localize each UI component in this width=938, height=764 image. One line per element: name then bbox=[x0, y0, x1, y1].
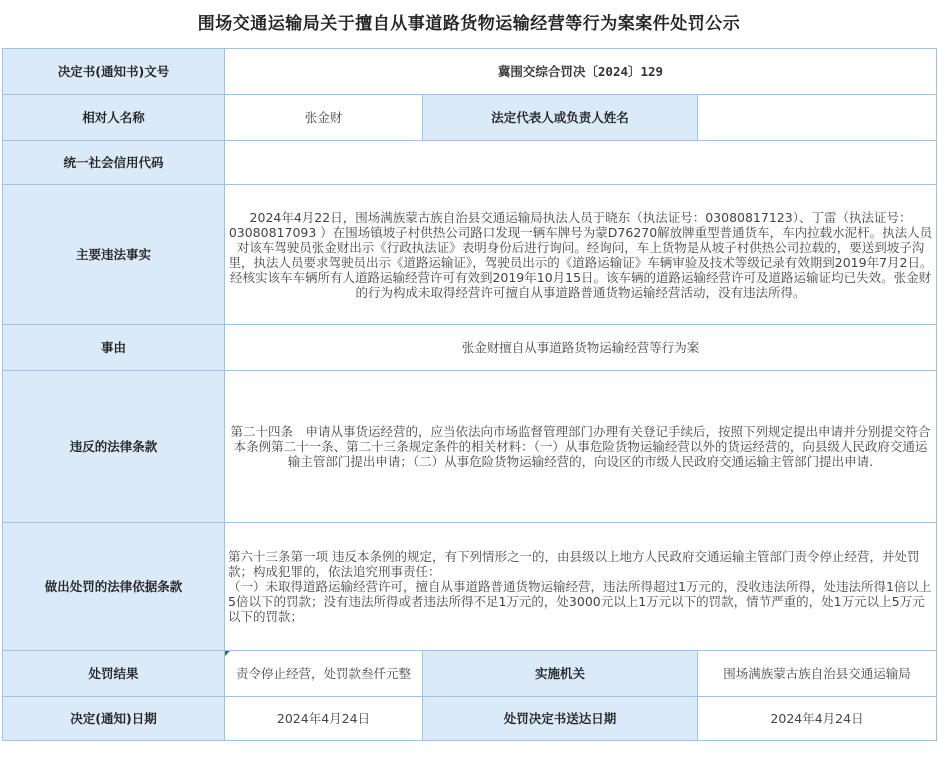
penalty-basis-value bbox=[225, 523, 937, 651]
table-row bbox=[3, 141, 937, 185]
table-row bbox=[3, 325, 937, 371]
penalty-notice-table bbox=[2, 48, 937, 741]
credit-code-label: 统一社会信用代码 bbox=[3, 141, 225, 185]
cell-marker-icon bbox=[225, 651, 230, 656]
cause-value: 张金财擅自从事道路货物运输经营等行为案 bbox=[225, 325, 937, 371]
result-label: 处罚结果 bbox=[3, 651, 225, 697]
cause-label: 事由 bbox=[3, 325, 225, 371]
party-name-value: 张金财 bbox=[225, 95, 423, 141]
table-row bbox=[3, 95, 937, 141]
table-row bbox=[3, 49, 937, 95]
authority-label: 实施机关 bbox=[423, 651, 698, 697]
decision-no-value: 冀围交综合罚决〔2024〕129 bbox=[225, 49, 937, 95]
violated-law-value: 第二十四条 申请从事货运经营的，应当依法向市场监督管理部门办理有关登记手续后，按照下列规定提出申请并分别提交符合本条例第二十一条、第二十三条规定条件的相关材料：（一）从事危险货物运输经营以外的货运经营的，向县级人民政府交通运输主管部门提出申请；（二）从事危险货物运输经营的，向设区的市级人民政府交通运输主管部门提出申请. bbox=[225, 371, 937, 523]
decision-date-label: 决定(通知)日期 bbox=[3, 697, 225, 741]
facts-label: 主要违法事实 bbox=[3, 185, 225, 325]
table-row bbox=[3, 371, 937, 523]
table-row bbox=[3, 523, 937, 651]
penalty-basis-label: 做出处罚的法律依据条款 bbox=[3, 523, 225, 651]
delivery-date-value: 2024年4月24日 bbox=[698, 697, 937, 741]
credit-code-value bbox=[225, 141, 937, 185]
decision-no-label: 决定书(通知书)文号 bbox=[3, 49, 225, 95]
legal-rep-label: 法定代表人或负责人姓名 bbox=[423, 95, 698, 141]
authority-value: 围场满族蒙古族自治县交通运输局 bbox=[698, 651, 937, 697]
result-value bbox=[225, 651, 423, 697]
delivery-date-label: 处罚决定书送达日期 bbox=[423, 697, 698, 741]
penalty-basis-line: （一）未取得道路运输经营许可，擅自从事道路普通货物运输经营，违法所得超过1万元的，没收违法所得，处违法所得1倍以上5倍以下的罚款；没有违法所得或者违法所得不足1万元的，处3000元以上1万元以下的罚款，情节严重的，处1万元以上5万元以下的罚款； bbox=[228, 579, 932, 624]
result-text: 责令停止经营，处罚款叁仟元整 bbox=[235, 666, 411, 681]
table-row bbox=[3, 651, 937, 697]
violated-law-label: 违反的法律条款 bbox=[3, 371, 225, 523]
table-row bbox=[3, 185, 937, 325]
legal-rep-value bbox=[698, 95, 937, 141]
table-row bbox=[3, 697, 937, 741]
facts-value: 2024年4月22日，围场满族蒙古族自治县交通运输局执法人员于晓东（执法证号：03080817123）、丁雷（执法证号：03080817093 ）在围场镇坡子村供热公司路口发现一辆车牌号为蒙D76270解放牌重型普通货车，车内拉载水泥杆。执法人员对该车驾驶员张金财出示《行政执法证》表明身份后进行询问。经询问，车上货物是从坡子村供热公司拉载的，要送到坡子沟里，执法人员要求驾驶员出示《道路运输证》，驾驶员出示的《道路运输证》车辆审验及技术等级记录有效期到2019年7月2日。经核实该车车辆所有人道路运输经营许可有效到2019年10月15日。该车辆的道路运输经营许可及道路运输证均已失效。张金财的行为构成未取得经营许可擅自从事道路普通货物运输经营活动，没有违法所得。 bbox=[225, 185, 937, 325]
decision-date-value: 2024年4月24日 bbox=[225, 697, 423, 741]
party-name-label: 相对人名称 bbox=[3, 95, 225, 141]
page-title: 围场交通运输局关于擅自从事道路货物运输经营等行为案案件处罚公示 bbox=[197, 14, 741, 34]
penalty-basis-line: 第六十三条第一项 违反本条例的规定，有下列情形之一的，由县级以上地方人民政府交通运输主管部门责令停止经营，并处罚款；构成犯罪的，依法追究刑事责任： bbox=[228, 549, 920, 579]
